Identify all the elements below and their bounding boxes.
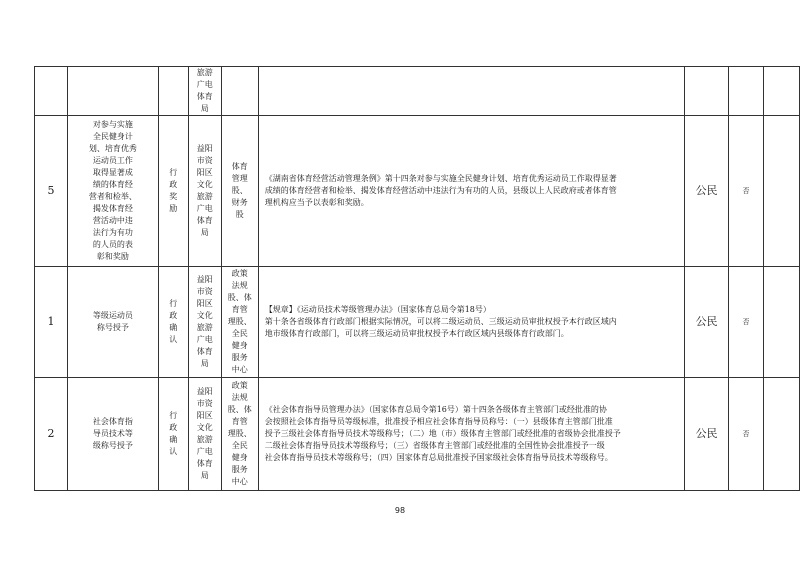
power-list-table bbox=[34, 66, 800, 491]
cell-category: 行 政 奖 励 bbox=[158, 116, 188, 267]
cell-no bbox=[35, 67, 68, 116]
cell-basis bbox=[258, 378, 684, 491]
basis-line: 地市级体育行政部门，可以将三级运动员审批权授予本行政区域内县级体育行政部门。 bbox=[264, 329, 569, 338]
cell-flag: 否 bbox=[729, 116, 764, 267]
table-row-2 bbox=[35, 378, 800, 491]
basis-line: 授予三级社会体育指导员技术等级称号；（二）地（市）级体育主管部门或经批准的省级协会批准授予 bbox=[264, 429, 621, 438]
cell-subject bbox=[685, 67, 729, 116]
cell-flag bbox=[729, 67, 764, 116]
cell-name: 对参与实施 全民健身计 划、培育优秀 运动员工作 取得显著成 绩的体育经 营者和检举、 揭发体育经 营活动中违 法行为有功 的人员的表 彰和奖励 bbox=[67, 116, 158, 267]
cell-category: 行 政 确 认 bbox=[158, 267, 188, 378]
cell-name bbox=[67, 67, 158, 116]
cell-name: 等级运动员 称号授予 bbox=[67, 267, 158, 378]
cell-no: 2 bbox=[35, 378, 68, 491]
cell-basis bbox=[258, 116, 684, 267]
cell-dept: 益阳 市资 阳区 文化 旅游 广电 体育 局 bbox=[188, 267, 221, 378]
cell-flag: 否 bbox=[729, 378, 764, 491]
cell-dept: 益阳 市资 阳区 文化 旅游 广电 体育 局 bbox=[188, 378, 221, 491]
cell-remark bbox=[763, 378, 799, 491]
cell-remark bbox=[763, 67, 799, 116]
cell-subject: 公民 bbox=[685, 378, 729, 491]
cell-category: 行 政 确 认 bbox=[158, 378, 188, 491]
table-row-5 bbox=[35, 116, 800, 267]
basis-line: 理机构应当予以表彰和奖励。 bbox=[264, 198, 369, 207]
basis-line: 第十条各省级体育行政部门根据实际情况，可以将二级运动员、三级运动员审批权授予本行政区域内 bbox=[264, 317, 617, 326]
cell-office bbox=[221, 67, 258, 116]
cell-basis bbox=[258, 267, 684, 378]
cell-dept: 益阳 市资 阳区 文化 旅游 广电 体育 局 bbox=[188, 116, 221, 267]
cell-name: 社会体育指 导员技术等 级称号授予 bbox=[67, 378, 158, 491]
cell-office: 政策 法规 股、体 育管 理股、 全民 健身 服务 中心 bbox=[221, 378, 258, 491]
basis-line: 社会体育指导员技术等级称号；（四）国家体育总局批准授予国家级社会体育指导员技术等级称号。 bbox=[264, 453, 613, 462]
cell-dept: 旅游 广电 体育 局 bbox=[188, 67, 221, 116]
table-row-continued bbox=[35, 67, 800, 116]
cell-subject: 公民 bbox=[685, 267, 729, 378]
cell-subject: 公民 bbox=[685, 116, 729, 267]
cell-remark bbox=[763, 116, 799, 267]
cell-office: 体育 管理 股、 财务 股 bbox=[221, 116, 258, 267]
basis-line: 《湖南省体育经营活动管理条例》第十四条对参与实施全民健身计划、培育优秀运动员工作取得显著 bbox=[264, 174, 617, 183]
cell-no: 5 bbox=[35, 116, 68, 267]
basis-line: 【规章】《运动员技术等级管理办法》（国家体育总局令第18号） bbox=[264, 305, 491, 314]
cell-flag: 否 bbox=[729, 267, 764, 378]
table-row-1 bbox=[35, 267, 800, 378]
basis-line: 《社会体育指导员管理办法》（国家体育总局令第16号）第十四条各级体育主管部门或经批准的协 bbox=[264, 405, 607, 414]
basis-line: 成绩的体育经营者和检举、揭发体育经营活动中违法行为有功的人员，县级以上人民政府或者体育管 bbox=[264, 186, 617, 195]
cell-remark bbox=[763, 267, 799, 378]
basis-line: 会按照社会体育指导员等级标准，批准授予相应社会体育指导员称号：（一）县级体育主管部门批准 bbox=[264, 417, 613, 426]
cell-office: 政策 法规 股、体 育管 理股、 全民 健身 服务 中心 bbox=[221, 267, 258, 378]
cell-category bbox=[158, 67, 188, 116]
page-number: 98 bbox=[394, 506, 406, 515]
basis-line: 二级社会体育指导员技术等级称号；（三）省级体育主管部门或经批准的全国性协会批准授予一级 bbox=[264, 441, 605, 450]
cell-no: 1 bbox=[35, 267, 68, 378]
cell-basis bbox=[258, 67, 684, 116]
